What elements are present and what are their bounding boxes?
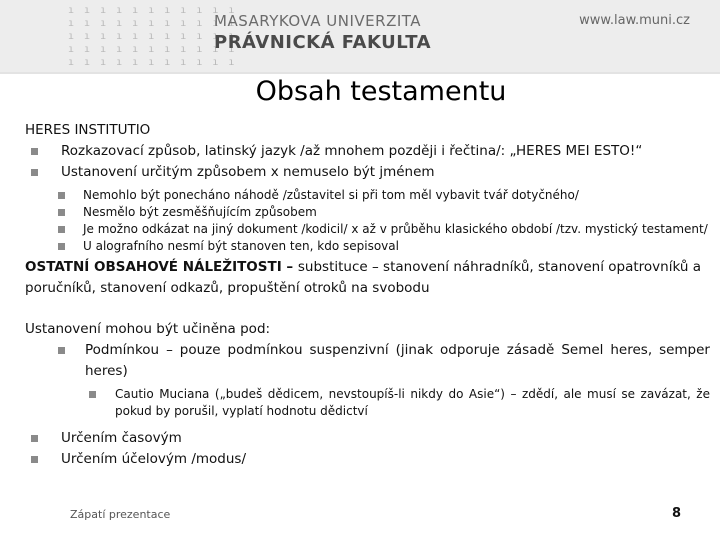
slide-title: [0, 76, 720, 107]
slide-title-text: Obsah testamentu: [255, 76, 507, 107]
sub-bullet-item: Je možno odkázat na jiný dokument /kodicil/ x až v průběhu klasického období /tzv. mystický testament/: [25, 221, 710, 238]
bullet-text: Podmínkou – pouze podmínkou suspenzivní (jinak odporuje zásadě Semel heres, semper heres): [85, 342, 710, 379]
conditions-intro: Ustanovení mohou být učiněna pod:: [25, 321, 271, 337]
sub-bullet-item-cautio-muciana: Cautio Muciana („budeš dědicem, nevstoupíš-li nikdy do Asie“) – zdědí, ale musí se zavázat, že pokud by porušil, vyplatí hodnotu dědictví: [25, 386, 710, 420]
university-logo-pattern: ı ı ı ı ı ı ı ı ı ı ı ı ı ı ı ı ı ı ı ı ı ı ı ı ı ı ı ı ı ı ı ı ı ı ı ı ı ı ı ı ı ı ı ı ı ı ı ı ı ı ı ı ı ı ı: [68, 5, 237, 68]
footer-label: Zápatí prezentace: [70, 508, 171, 521]
sub-bullet-item: U alografního nesmí být stanoven ten, kdo sepisoval: [25, 238, 710, 255]
other-content-heading: OSTATNÍ OBSAHOVÉ NÁLEŽITOSTI –: [25, 259, 298, 275]
bullet-item: Ustanovení určitým způsobem x nemuselo být jménem: [25, 162, 710, 183]
bullet-item: Určením účelovým /modus/: [25, 449, 710, 470]
other-content-paragraph: [25, 257, 710, 299]
sub-bullet-item: Nesmělo být zesměšňujícím způsobem: [25, 204, 710, 221]
bullet-item: Určením časovým: [25, 428, 710, 449]
other-content-text: substituce – stanovení náhradníků, stanovení opatrovníků a poručníků, stanovení odkazů, propuštění otroků na svobodu: [25, 259, 702, 296]
bullet-item-condition: [25, 340, 710, 382]
slide-header: [0, 0, 720, 74]
bullet-item: Rozkazovací způsob, latinský jazyk /až mnohem později i řečtina/: „HERES MEI ESTO!“: [25, 141, 710, 162]
slide-content: [25, 120, 710, 470]
faculty-name: PRÁVNICKÁ FAKULTA: [214, 32, 432, 53]
page-number: 8: [672, 506, 682, 521]
sub-bullet-item: Nemohlo být ponecháno náhodě /zůstavitel si při tom měl vybavit tvář dotyčného/: [25, 187, 710, 204]
section-heading-heres-institutio: HERES INSTITUTIO: [25, 122, 151, 138]
university-name: MASARYKOVA UNIVERZITA: [214, 12, 422, 30]
website-url[interactable]: www.law.muni.cz: [579, 13, 690, 28]
